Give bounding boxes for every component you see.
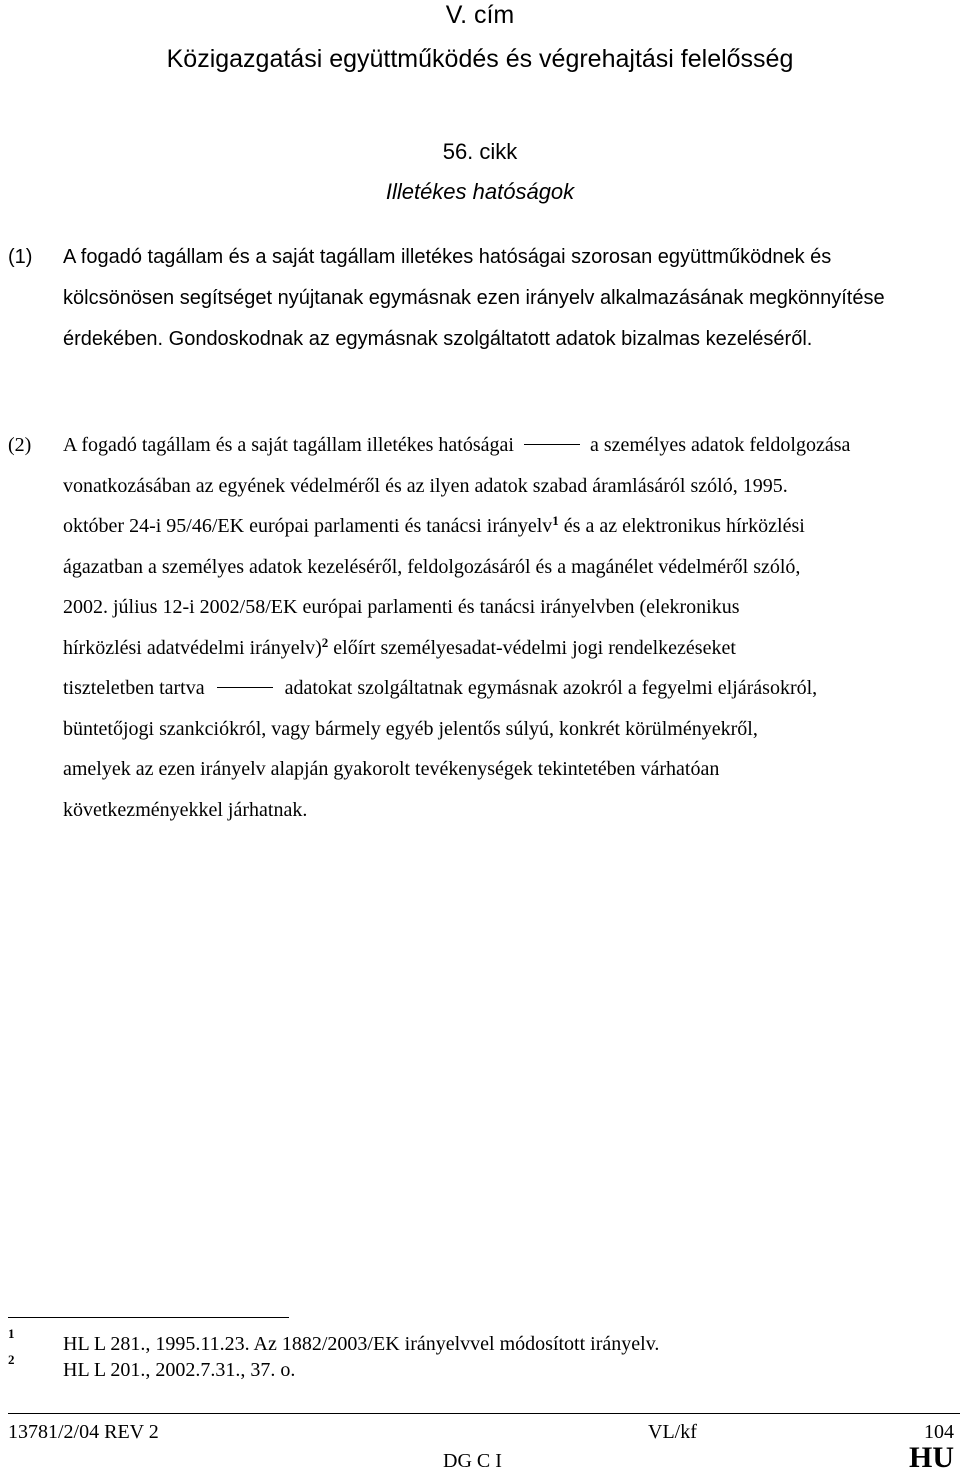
footnote-1-mark: 1 — [8, 1326, 15, 1341]
paragraph-1-text — [63, 237, 953, 360]
paragraph-2-line: 2002. július 12-i 2002/58/EK európai parlamenti és tanácsi irányelvben (elekronikus — [63, 596, 740, 618]
paragraph-2-line — [63, 506, 958, 547]
paragraph-2-line-3b: és a az elektronikus hírközlési — [558, 515, 805, 537]
paragraph-1-line: kölcsönösen segítséget nyújtanak egymásnak ezen irányelv alkalmazásának megkönnyítése — [63, 287, 885, 309]
paragraph-1-number: (1) — [8, 246, 33, 268]
footer-initials: VL/kf — [648, 1421, 697, 1443]
paragraph-1-line: A fogadó tagállam és a saját tagállam illetékes hatóságai szorosan együttműködnek és — [63, 246, 832, 268]
paragraph-2-line-3a: október 24-i 95/46/EK európai parlamenti és tanácsi irányelv — [63, 515, 553, 537]
paragraph-2-line-6b: előírt személyesadat-védelmi jogi rendelkezéseket — [328, 636, 736, 659]
footnote-ref-2[interactable]: 2 — [321, 634, 329, 650]
footnote-separator — [8, 1317, 289, 1318]
footer-doc-ref: 13781/2/04 REV 2 — [8, 1421, 159, 1443]
paragraph-1-line: érdekében. Gondoskodnak az egymásnak szolgáltatott adatok bizalmas kezeléséről. — [63, 328, 813, 350]
article-number: 56. cikk — [442, 139, 518, 164]
paragraph-2-line-1b: a személyes adatok feldolgozása — [589, 434, 851, 456]
paragraph-2-line-7b: adatokat szolgáltatnak egymásnak azokról a fegyelmi eljárásokról, — [284, 677, 818, 699]
paragraph-2-text — [63, 425, 958, 830]
paragraph-2-line-1a: A fogadó tagállam és a saját tagállam illetékes hatóságai — [63, 434, 514, 456]
paragraph-2-line: vonatkozásában az egyének védelméről és az ilyen adatok szabad áramlásáról szóló, 1995. — [63, 474, 788, 497]
paragraph-2-line: amelyek az ezen irányelv alapján gyakorolt tevékenységek tekintetében várhatóan — [63, 758, 720, 780]
part-title: V. cím — [445, 1, 515, 29]
paragraph-2-line — [63, 668, 958, 709]
em-dash — [217, 687, 273, 688]
footer-dg: DG C I — [443, 1450, 502, 1472]
footer-language-code: HU — [909, 1441, 954, 1474]
paragraph-2-number: (2) — [8, 434, 32, 456]
paragraph-2-line: ágazatban a személyes adatok kezeléséről, feldolgozásáról és a magánélet védelméről szóló, — [63, 555, 801, 578]
article-title: Illetékes hatóságok — [385, 179, 575, 204]
footnote-2-text: HL L 201., 2002.7.31., 37. o. — [63, 1359, 296, 1381]
part-subtitle: Közigazgatási együttműködés és végrehajtási felelősség — [166, 45, 794, 73]
paragraph-2-line — [63, 628, 958, 669]
footer-separator — [8, 1413, 960, 1414]
paragraph-2-line-7a: tiszteletben tartva — [63, 677, 205, 699]
paragraph-2-line: következményekkel járhatnak. — [63, 798, 308, 821]
paragraph-2-line — [63, 425, 958, 466]
footer-page-number: 104 — [924, 1421, 954, 1443]
footnote-1-text: HL L 281., 1995.11.23. Az 1882/2003/EK irányelvvel módosított irányelv. — [63, 1333, 660, 1355]
footnote-ref-1[interactable]: 1 — [552, 513, 559, 528]
em-dash — [524, 444, 580, 445]
paragraph-2-line-6a: hírközlési adatvédelmi irányelv) — [63, 636, 322, 659]
paragraph-2-line: büntetőjogi szankciókról, vagy bármely egyéb jelentős súlyú, konkrét körülményekről, — [63, 717, 758, 740]
footnote-2-mark: 2 — [8, 1352, 15, 1367]
